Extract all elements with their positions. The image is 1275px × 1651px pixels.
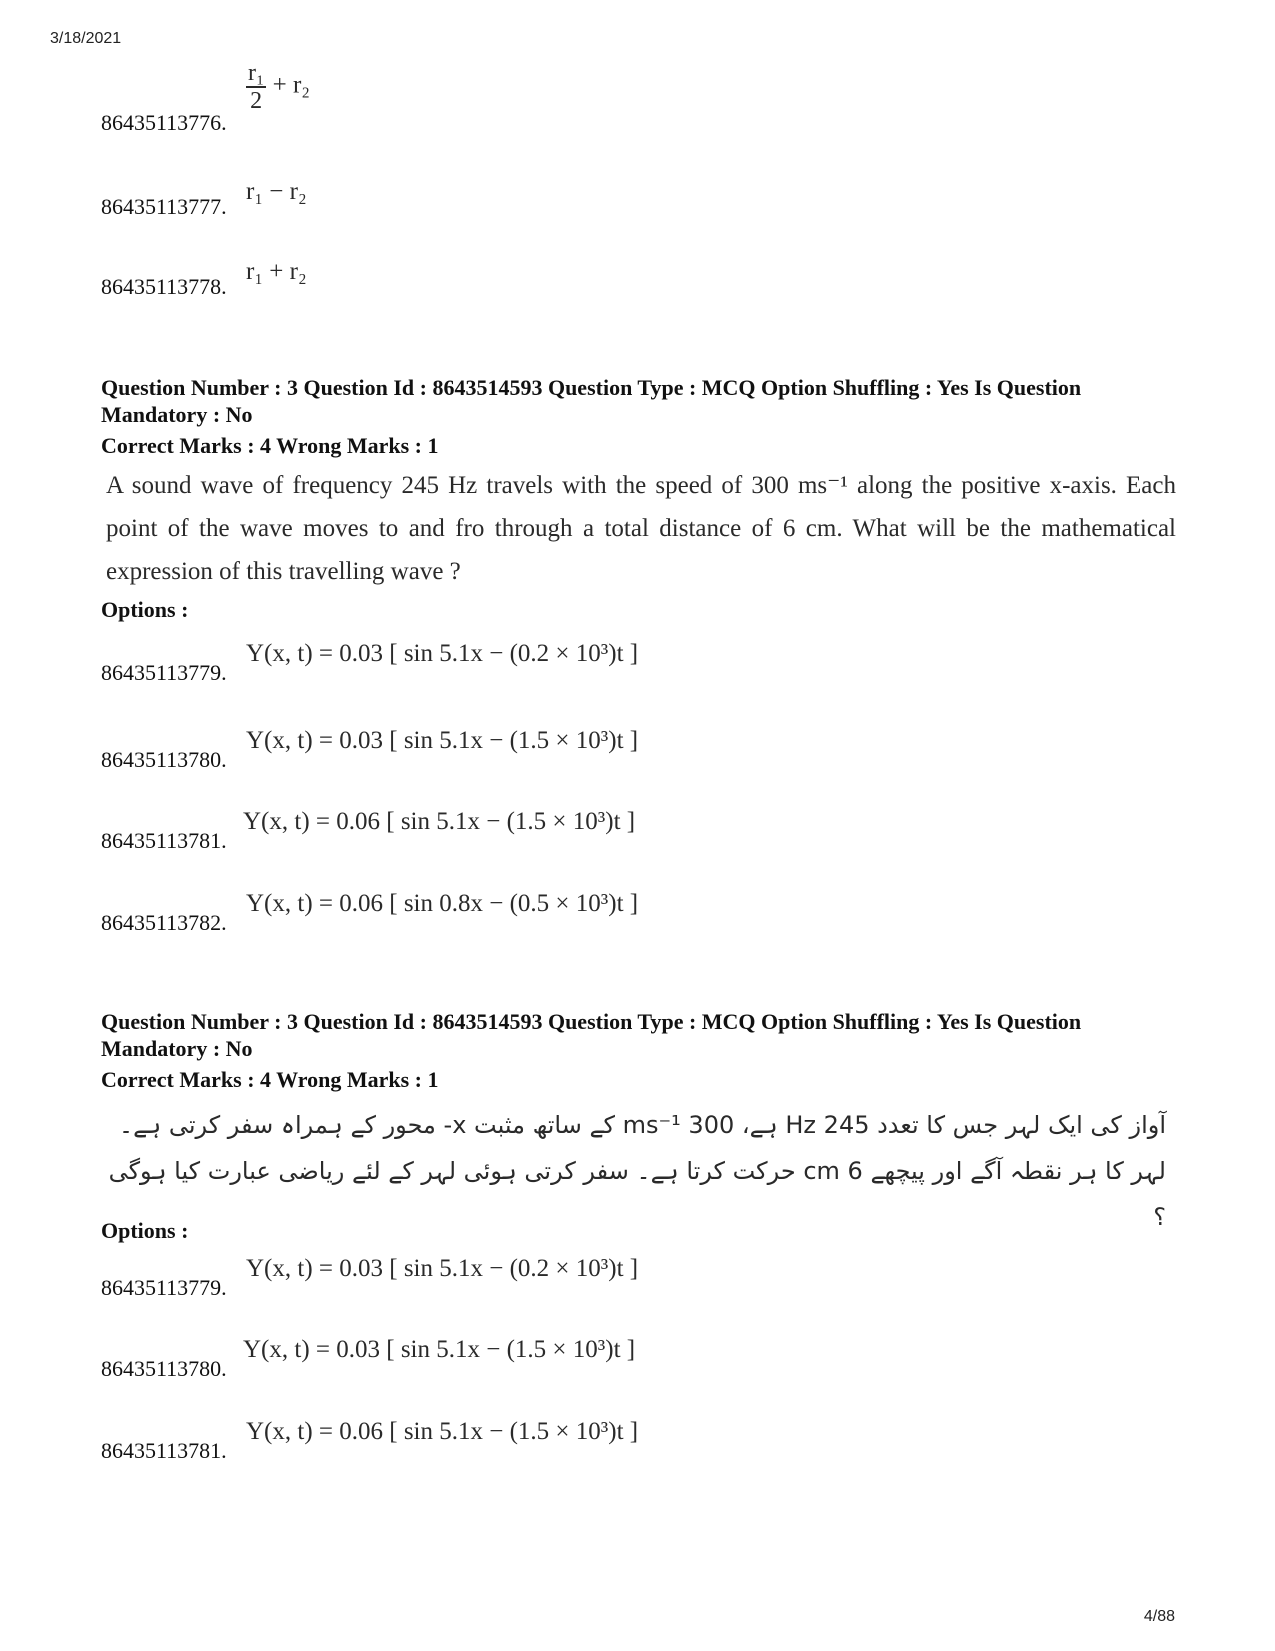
option-id: 86435113781. (101, 828, 227, 853)
option-id: 86435113779. (101, 1275, 227, 1300)
question-marks: Correct Marks : 4 Wrong Marks : 1 (101, 1067, 439, 1092)
fraction-denominator: 2 (250, 88, 263, 114)
option-id: 86435113778. (101, 274, 227, 299)
question-header: Question Number : 3 Question Id : 8643514593 Question Type : MCQ Option Shuffling : Yes Is Question Mandatory : No (101, 375, 1082, 427)
option-expression: Y(x, t) = 0.03 [ sin 5.1x − (0.2 × 10³)t ] (246, 1255, 639, 1282)
question-text-urdu: آواز کی ایک لہر جس کا تعدد 245 Hz ہے، 300 ms⁻¹ کے ساتھ مثبت ‎-x‎ محور کے ہمراہ سفر کرتی ہے۔ لہر کا ہر نقطہ آگے اور پیچھے 6 cm حرکت کرتا ہے۔ سفر کرتی ہوئی لہر کے لئے ریاضی عبارت کیا ہوگی ؟ (108, 1111, 1166, 1231)
option-expression (246, 60, 310, 114)
question-text: A sound wave of frequency 245 Hz travels with the speed of 300 ms⁻¹ along the positive x-axis. Each point of the wave moves to and fro through a total distance of 6 cm. What will be the mathematical expression of this travelling wave ? (106, 472, 1176, 585)
option-id: 86435113780. (101, 747, 227, 772)
option-id: 86435113781. (101, 1438, 227, 1463)
option-expression: Y(x, t) = 0.06 [ sin 5.1x − (1.5 × 10³)t ] (246, 1418, 639, 1445)
option-expression: Y(x, t) = 0.03 [ sin 5.1x − (1.5 × 10³)t ] (243, 1336, 636, 1363)
question-marks: Correct Marks : 4 Wrong Marks : 1 (101, 433, 439, 458)
print-date: 3/18/2021 (50, 30, 122, 47)
fraction (246, 60, 266, 114)
option-id: 86435113779. (101, 660, 227, 685)
fraction-rest: + r₂ (272, 71, 310, 99)
option-expression: Y(x, t) = 0.03 [ sin 5.1x − (0.2 × 10³)t ] (246, 640, 639, 667)
option-id: 86435113777. (101, 194, 227, 219)
option-expression: r₁ − r₂ (246, 178, 307, 205)
page-number: 4/88 (1143, 1608, 1175, 1625)
options-label: Options : (101, 597, 189, 622)
options-label: Options : (101, 1218, 189, 1243)
option-id: 86435113782. (101, 910, 227, 935)
fraction-numerator: r₁ (248, 60, 265, 86)
option-expression: Y(x, t) = 0.06 [ sin 5.1x − (1.5 × 10³)t ] (243, 808, 636, 835)
option-expression: Y(x, t) = 0.06 [ sin 0.8x − (0.5 × 10³)t ] (246, 890, 639, 917)
question-header: Question Number : 3 Question Id : 8643514593 Question Type : MCQ Option Shuffling : Yes Is Question Mandatory : No (101, 1009, 1082, 1061)
option-id: 86435113776. (101, 110, 227, 135)
option-id: 86435113780. (101, 1356, 227, 1381)
option-expression: r₁ + r₂ (246, 258, 307, 285)
option-expression: Y(x, t) = 0.03 [ sin 5.1x − (1.5 × 10³)t ] (246, 727, 639, 754)
